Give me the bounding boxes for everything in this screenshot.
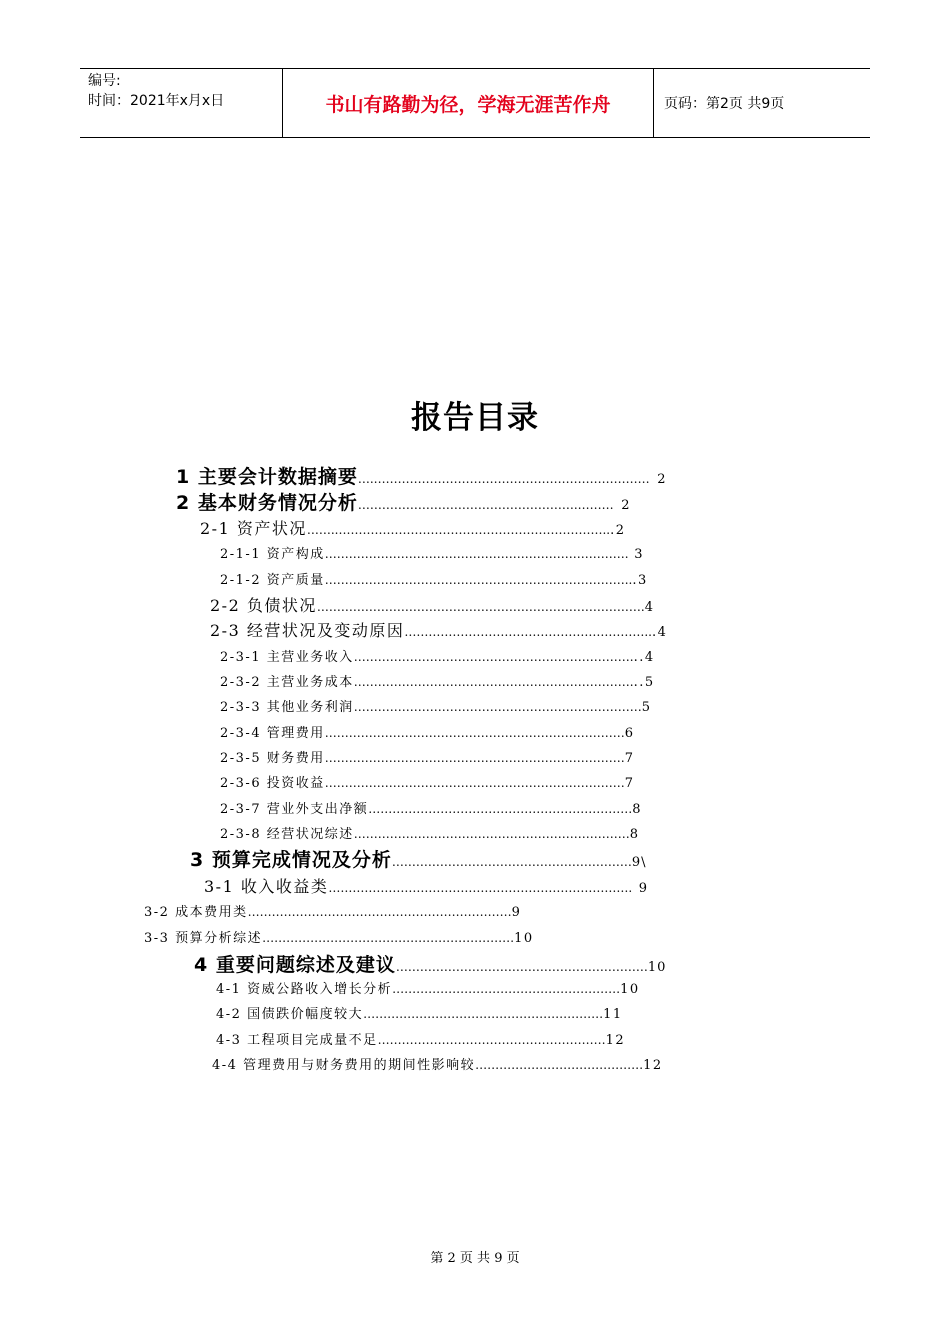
- report-title: 报告目录: [411, 400, 539, 436]
- toc-entry[interactable]: [216, 1003, 623, 1022]
- toc-leader: ……………………………………………….………: [357, 498, 614, 512]
- toc-entry-text: 4-1 资威公路收入增长分析: [216, 982, 393, 997]
- toc-entry[interactable]: [176, 462, 667, 489]
- toc-entry[interactable]: [220, 646, 655, 665]
- toc-entry[interactable]: [210, 593, 654, 616]
- toc-leader: …………………………………………………………: [368, 802, 633, 816]
- toc-entry-text: 2-3-2 主营业务成本: [220, 675, 354, 690]
- toc-entry-text: 2-1 资产状况: [200, 519, 307, 538]
- toc-page-number: 8: [629, 827, 640, 842]
- toc-entry[interactable]: [220, 823, 640, 842]
- toc-entry-text: 2-3-3 其他业务利润: [220, 700, 354, 715]
- toc-leader: ……………………………………: [475, 1058, 644, 1072]
- toc-entry[interactable]: [200, 516, 626, 539]
- toc-leader: ……………………………………………………..: [404, 625, 652, 639]
- toc-entry-text: 2-2 负债状况: [210, 596, 317, 615]
- toc-entry[interactable]: [216, 978, 640, 997]
- toc-entry[interactable]: [220, 772, 635, 791]
- header-time-label: 时间：2021年x月x日: [88, 93, 225, 109]
- toc-page-number: 10: [514, 931, 534, 946]
- toc-entry-text: 1 主要会计数据摘要: [176, 466, 358, 488]
- toc-entry-text: 2-3 经营状况及变动原因: [210, 621, 405, 640]
- toc-leader: …………………………………………………………….: [353, 675, 634, 689]
- toc-entry[interactable]: [220, 543, 644, 562]
- toc-leader: ……………………………………………………: [363, 1007, 604, 1021]
- toc-entry-text: 2-3-4 管理费用: [220, 726, 325, 741]
- toc-leader: ………………………………………………………………….: [324, 547, 629, 561]
- toc-leader: …………………………………………………………………: [324, 726, 625, 740]
- toc-leader: ……………………………………………………: [391, 855, 632, 869]
- toc-entry-text: 3-1 收入收益类: [204, 877, 329, 896]
- toc-entry[interactable]: [194, 950, 666, 977]
- toc-page-number: 9: [511, 905, 522, 920]
- toc-entry-text: 3-3 预算分析综述: [144, 931, 263, 946]
- toc-page-number: 12: [605, 1033, 626, 1048]
- toc-leader: …………………………………………………………………: [324, 751, 625, 765]
- toc-entry-text: 2 基本财务情况分析: [176, 492, 358, 514]
- toc-leader: …………………………………………………………………..: [324, 573, 633, 587]
- header-page-info: 页码：第2页 共9页: [664, 96, 785, 112]
- toc-entry-text: 4-3 工程项目完成量不足: [216, 1033, 378, 1048]
- toc-page-number: 5: [641, 700, 652, 715]
- toc-page-number: 9\: [631, 855, 647, 870]
- page-header: [80, 68, 870, 138]
- toc-entry[interactable]: [144, 901, 521, 920]
- toc-page-number: .4: [652, 625, 668, 640]
- toc-entry-text: 2-1-2 资产质量: [220, 573, 325, 588]
- toc-leader: …………………………………………………………………: [324, 776, 625, 790]
- toc-entry[interactable]: [220, 722, 635, 741]
- toc-page-number: 7: [624, 751, 635, 766]
- toc-entry[interactable]: [144, 927, 534, 946]
- toc-page-number: 6: [624, 726, 635, 741]
- toc-leader: ………………………………………………………: [262, 931, 515, 945]
- toc-leader: ……..…………………………………………………………..: [306, 523, 611, 537]
- toc-page-number: ..5: [633, 675, 655, 690]
- toc-entry[interactable]: [220, 569, 648, 588]
- toc-leader: ……………………………………………………………………….: [316, 600, 645, 614]
- toc-page-number: 9: [638, 881, 649, 896]
- toc-leader: ……………………………………………………………: [353, 827, 630, 841]
- toc-page-number: 10: [620, 982, 640, 997]
- toc-page-number: 3: [634, 547, 644, 562]
- toc-entry-text: 2-3-5 财务费用: [220, 751, 325, 766]
- toc-entry-text: 2-3-6 投资收益: [220, 776, 325, 791]
- toc-entry[interactable]: [176, 488, 631, 515]
- toc-entry-text: 3-2 成本费用类: [144, 905, 248, 920]
- toc-entry[interactable]: [190, 845, 647, 872]
- toc-leader: ………………………………………………………………….: [328, 881, 633, 895]
- toc-page-number: .3: [632, 573, 648, 588]
- toc-page-number: 4: [644, 600, 655, 615]
- toc-page-number: 8: [632, 802, 643, 817]
- toc-entry-text: 3 预算完成情况及分析: [190, 849, 392, 871]
- header-meta: [80, 69, 282, 137]
- toc-page-number: 2: [657, 472, 667, 487]
- toc-entry-text: 2-1-1 资产构成: [220, 547, 325, 562]
- toc-page-number: 12: [643, 1058, 663, 1073]
- toc-leader: ………………………………………………………: [395, 960, 648, 974]
- toc-entry[interactable]: [220, 696, 652, 715]
- toc-page-number: 11: [603, 1007, 623, 1022]
- toc-page-number: ..4: [633, 650, 655, 665]
- toc-leader: …………………………………………………………….: [353, 650, 634, 664]
- toc-entry-text: 2-3-7 营业外支出净额: [220, 802, 369, 817]
- toc-entry-text: 2-3-1 主营业务收入: [220, 650, 354, 665]
- toc-leader: …………………………………………………: [392, 982, 621, 996]
- toc-entry[interactable]: [220, 798, 642, 817]
- toc-leader: …………………………………………………………: [247, 905, 512, 919]
- toc-page-number: .2: [610, 523, 626, 538]
- toc-entry[interactable]: [204, 874, 649, 897]
- toc-page-number: 10: [647, 960, 667, 975]
- header-number-label: 编号:: [88, 73, 121, 89]
- toc-entry[interactable]: [210, 618, 667, 641]
- toc-page-number: 2: [621, 498, 631, 513]
- toc-entry[interactable]: [220, 747, 635, 766]
- toc-leader: ….……………………………………………………………: [357, 472, 650, 486]
- toc-entry[interactable]: [220, 671, 655, 690]
- toc-leader: …………………………………………………: [377, 1033, 606, 1047]
- header-motto: 书山有路勤为径，学海无涯苦作舟: [282, 69, 654, 137]
- toc-entry-text: 4-2 国债跌价幅度较大: [216, 1007, 364, 1022]
- toc-entry[interactable]: [212, 1054, 663, 1073]
- toc-entry-text: 4-4 管理费用与财务费用的期间性影响较: [212, 1058, 476, 1073]
- toc-entry-text: 4 重要问题综述及建议: [194, 954, 396, 976]
- toc-leader: ………………………………………………………………: [353, 700, 642, 714]
- toc-entry-text: 2-3-8 经营状况综述: [220, 827, 354, 842]
- toc-page-number: 7: [624, 776, 635, 791]
- page-footer: 第 2 页 共 9 页: [430, 1251, 520, 1266]
- toc-entry[interactable]: [216, 1029, 625, 1048]
